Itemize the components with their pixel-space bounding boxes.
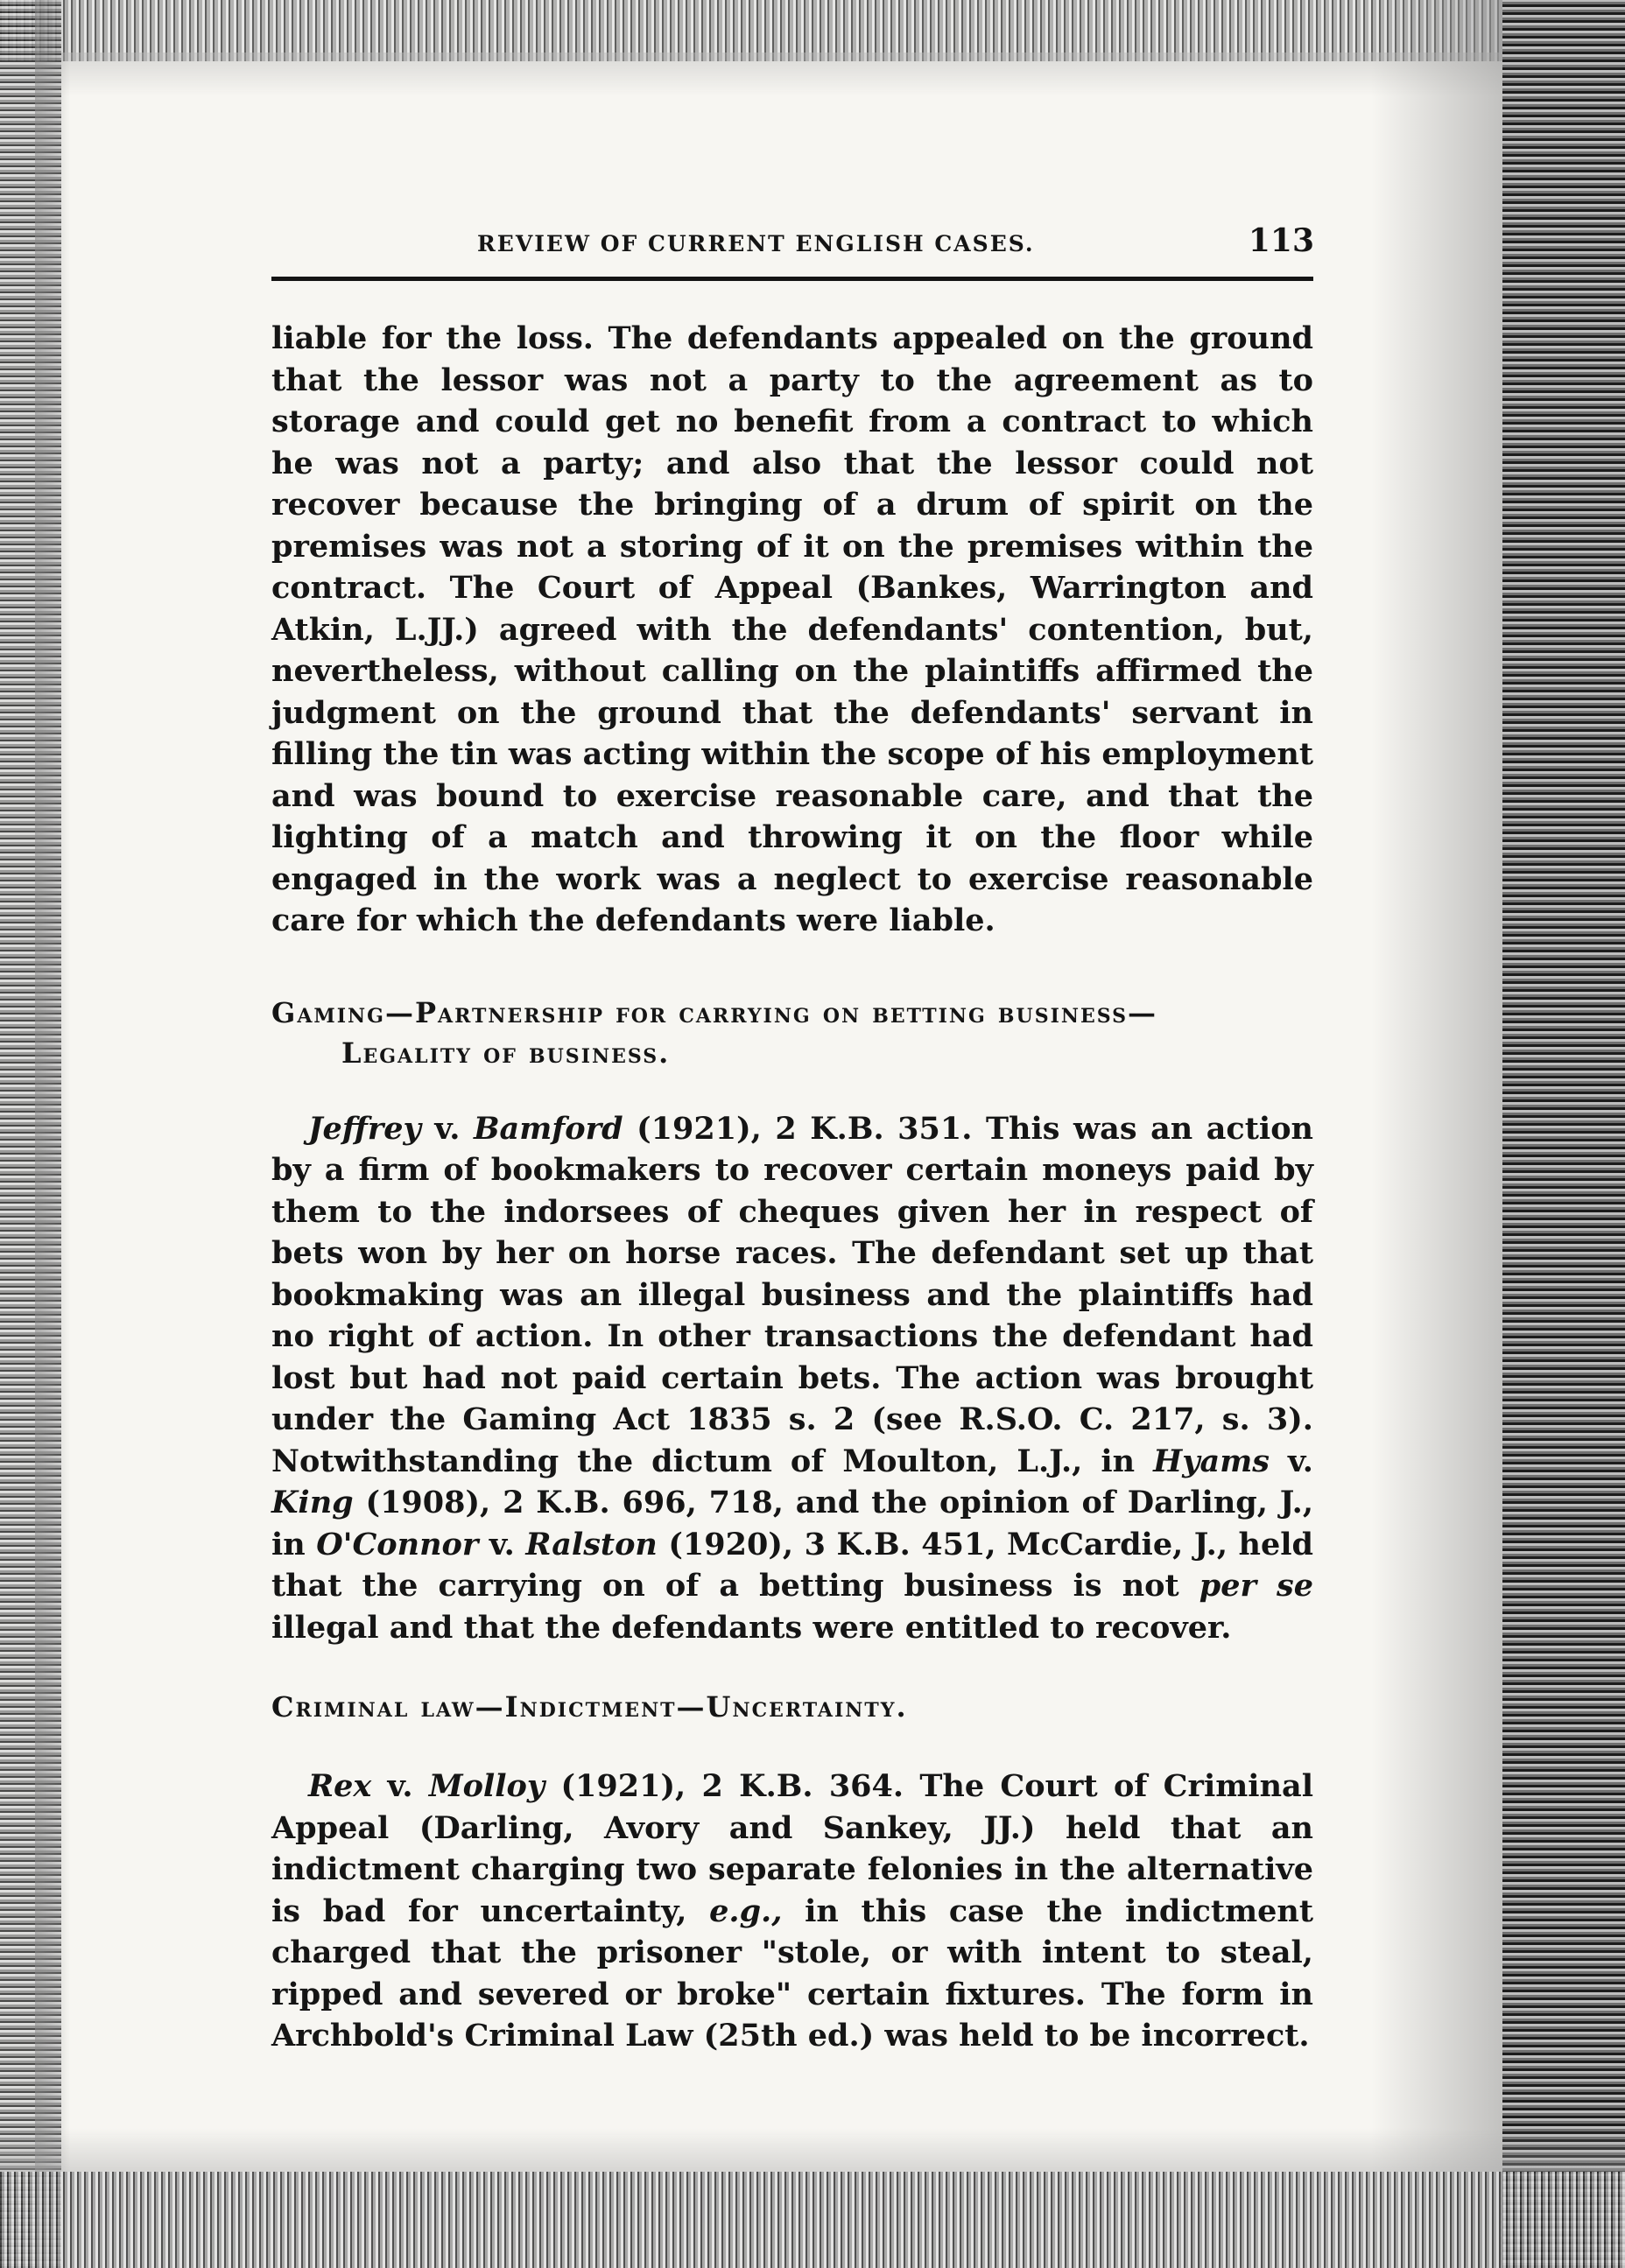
- case-name: Bamford: [473, 1110, 623, 1147]
- latin-term: per se: [1199, 1568, 1314, 1604]
- text-run: in this case the indictment charged that the prisoner "stole, or with intent to steal, ripped and severed or broke" certain fixtures. The form in Archbold's Criminal Law (25th ed.) was held to be incorrect.: [271, 1892, 1314, 2054]
- page-number: 113: [1248, 222, 1314, 259]
- case-name: King: [271, 1485, 354, 1520]
- header-rule: [271, 277, 1313, 281]
- case-name: Jeffrey: [308, 1110, 421, 1147]
- text-run: v.: [420, 1110, 474, 1147]
- case-name: Molloy: [428, 1768, 545, 1804]
- text-run: (1920), 3 K.B. 451, McCardie, J., held that the carrying on of a betting business is not: [271, 1526, 1313, 1604]
- section-heading-gaming: [271, 993, 1313, 1073]
- scan-edge-right: [1502, 0, 1625, 2268]
- case-name: Hyams: [1153, 1443, 1270, 1479]
- text-run: v.: [371, 1768, 429, 1804]
- paragraph-continued: liable for the loss. The defendants appealed on the ground that the lessor was not a party to the agreement as to storage and could get no benefit from a contract to which he was not a party; and also that the lessor could not recover because the bringing of a drum of spirit on the premises was not a storing of it on the premises within the contract. The Court of Appeal (Bankes, Warrington and Atkin, L.JJ.) agreed with the defendants' contention, but, nevertheless, without calling on the plaintiffs affirmed the judgment on the ground that the defendants' servant in filling the tin was acting within the scope of his employment and was bound to exercise reasonable care, and that the lighting of a match and throwing it on the floor while engaged in the work was a neglect to exercise reasonable care for which the defendants were liable.: [271, 320, 1313, 938]
- running-title: REVIEW OF CURRENT ENGLISH CASES.: [477, 231, 1035, 256]
- scan-edge-bottom: [0, 2172, 1625, 2268]
- text-run: (1921), 2 K.B. 351. This was an action by a firm of bookmakers to recover certain moneys paid by them to the indorsees of cheques given her in respect of bets won by her on horse races. The defendant set up that bookmaking was an illegal business and the plaintiffs had no right of action. In other transactions the defendant had lost but had not paid certain bets. The action was brought under the Gaming Act 1835 s. 2 (see R.S.O. C. 217, s. 3). Notwithstanding the dictum of Moulton, L.J., in: [271, 1110, 1313, 1479]
- case-name: Ralston: [525, 1526, 658, 1562]
- page-content: [271, 219, 1313, 2057]
- heading-line: Gaming—Partnership for carrying on betting business—: [271, 995, 1158, 1029]
- section-heading-criminal-law: Criminal law—Indictment—Uncertainty.: [271, 1690, 908, 1724]
- paragraph-rex-v-molloy: [271, 1766, 1313, 2057]
- text-run: v.: [1269, 1443, 1313, 1479]
- text-run: (1921), 2 K.B. 364. The Court of Criminal Appeal (Darling, Avory and Sankey, JJ.) held that an indictment charging two separate felonies in the alternative is bad for uncertainty,: [271, 1768, 1313, 1929]
- heading-line: Legality of business.: [341, 1036, 671, 1070]
- text-run: (1908), 2 K.B. 696, 718, and the opinion of Darling, J., in: [271, 1485, 1313, 1562]
- latin-term: e.g.,: [709, 1892, 783, 1929]
- case-name: Rex: [308, 1768, 372, 1804]
- running-head: [271, 219, 1313, 271]
- text-run: v.: [478, 1526, 526, 1562]
- case-name: O'Connor: [316, 1526, 479, 1562]
- paragraph-jeffrey-v-bamford: [271, 1108, 1313, 1649]
- text-run: illegal and that the defendants were entitled to recover.: [271, 1609, 1232, 1646]
- scan-edge-left: [0, 0, 61, 2268]
